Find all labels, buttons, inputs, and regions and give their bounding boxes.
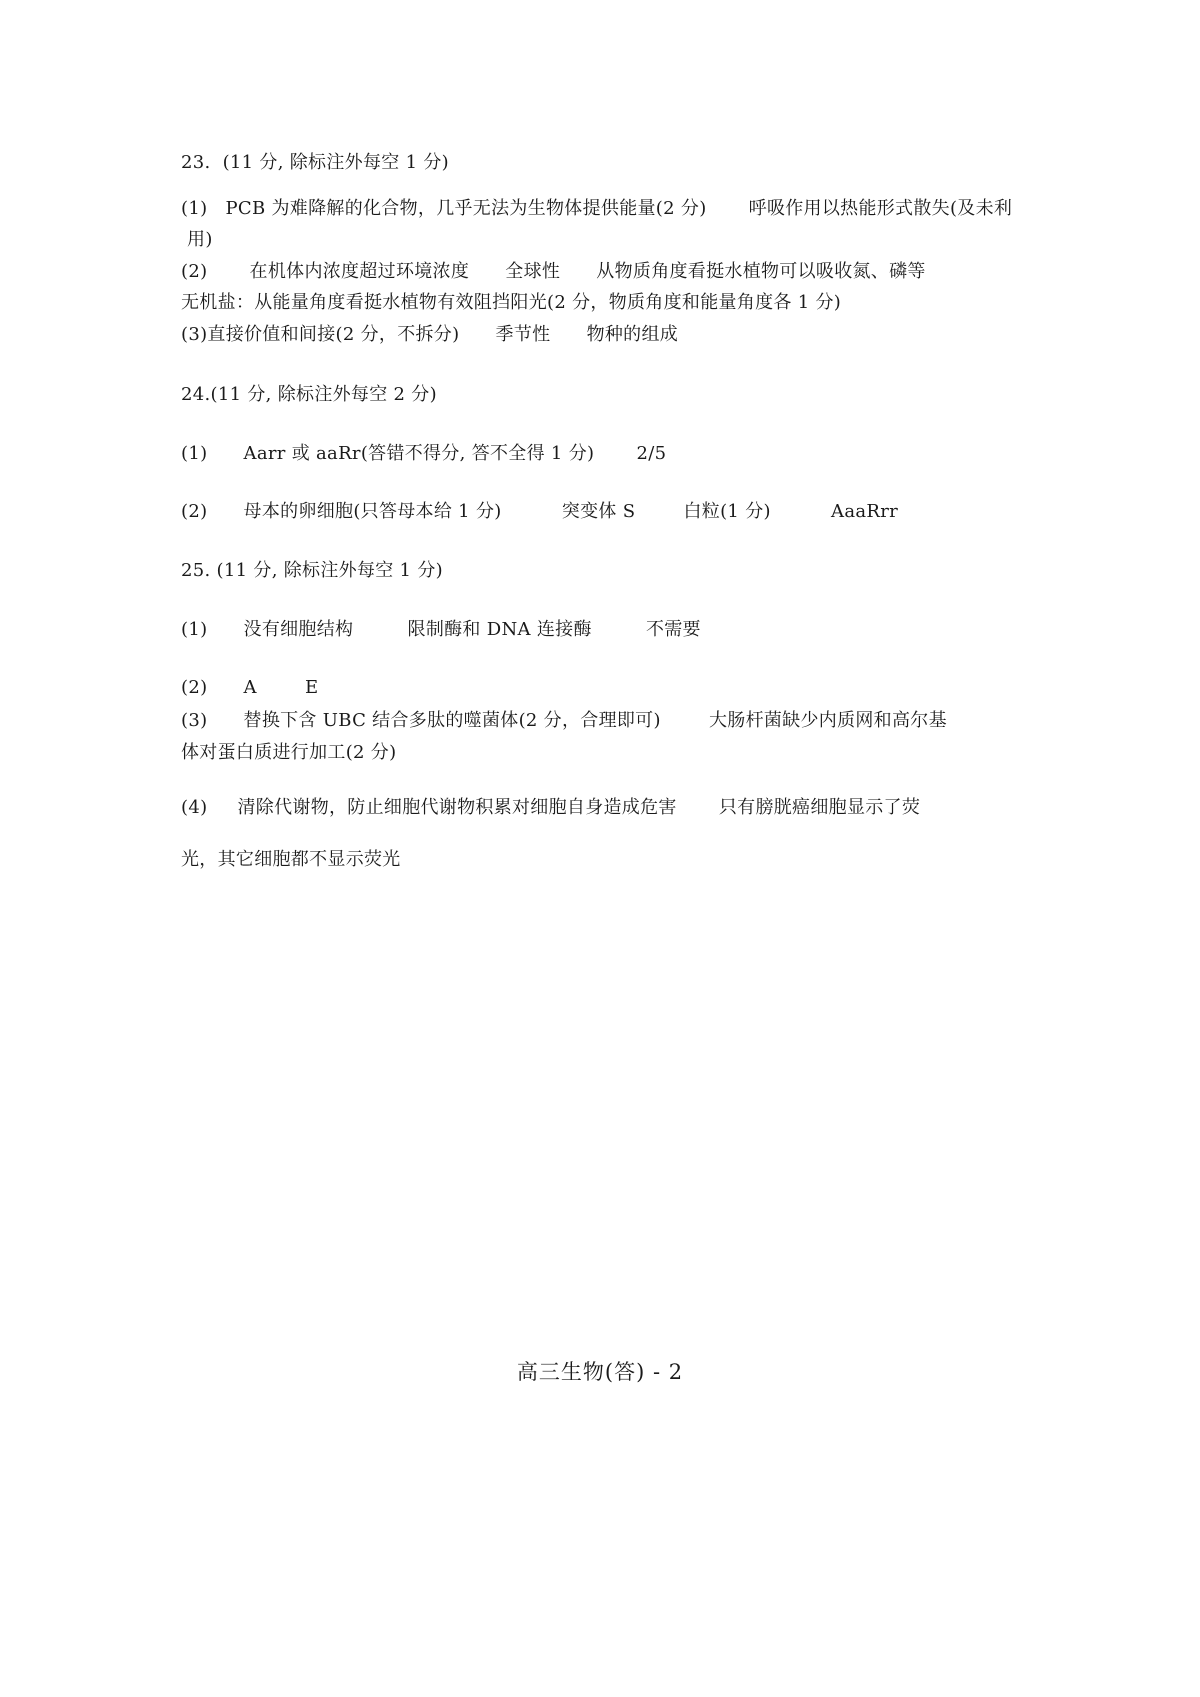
- q25-heading: 25. (11 分, 除标注外每空 1 分): [181, 560, 443, 581]
- q25-part3-line1: (3) 替换下含 UBC 结合多肽的噬菌体(2 分，合理即可) 大肠杆菌缺少内质网和高尔基: [181, 710, 947, 731]
- q24-heading: 24.(11 分, 除标注外每空 2 分): [181, 384, 437, 405]
- q23-part2-line2: 无机盐：从能量角度看挺水植物有效阻挡阳光(2 分，物质角度和能量角度各 1 分): [181, 292, 842, 313]
- q23-part3: (3)直接价值和间接(2 分，不拆分) 季节性 物种的组成: [181, 324, 679, 345]
- q23-heading: 23. (11 分, 除标注外每空 1 分): [181, 152, 449, 173]
- q23-part2-line1: (2) 在机体内浓度超过环境浓度 全球性 从物质角度看挺水植物可以吸收氮、磷等: [181, 261, 926, 282]
- q23-part1-line1: (1) PCB 为难降解的化合物，几乎无法为生物体提供能量(2 分) 呼吸作用以热能形式散失(及未利: [181, 198, 1013, 219]
- q24-part2: (2) 母本的卵细胞(只答母本给 1 分) 突变体 S 白粒(1 分) AaaRrr: [181, 501, 899, 522]
- q25-part4-line1: (4) 清除代谢物，防止细胞代谢物积累对细胞自身造成危害 只有膀胱癌细胞显示了荧: [181, 797, 921, 818]
- q25-part4-line2: 光，其它细胞都不显示荧光: [181, 849, 401, 870]
- q25-part1: (1) 没有细胞结构 限制酶和 DNA 连接酶 不需要: [181, 619, 701, 640]
- q24-part1: (1) Aarr 或 aaRr(答错不得分, 答不全得 1 分) 2/5: [181, 443, 667, 464]
- q23-part1-line2: 用): [181, 229, 213, 250]
- q25-part3-line2: 体对蛋白质进行加工(2 分): [181, 742, 397, 763]
- q25-part2: (2) A E: [181, 677, 319, 698]
- page-footer: 高三生物(答) - 2: [516, 1360, 684, 1384]
